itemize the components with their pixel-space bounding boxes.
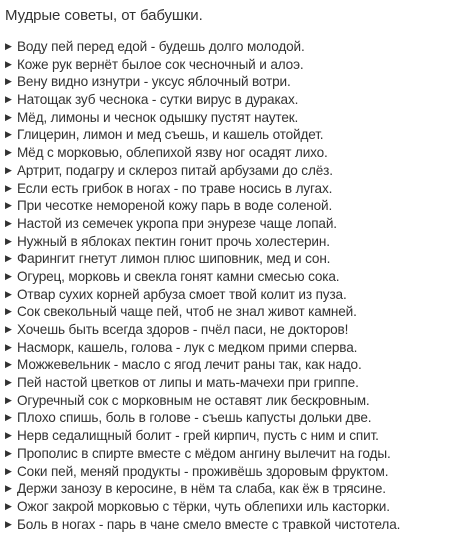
tip-item (4, 409, 456, 427)
tip-item (4, 463, 456, 481)
tip-item (4, 516, 456, 534)
bullet-triangle-icon: ▶ (5, 217, 12, 228)
bullet-triangle-icon: ▶ (5, 483, 12, 494)
bullet-triangle-icon: ▶ (5, 129, 12, 140)
tip-item (4, 498, 456, 516)
tip-item (4, 38, 456, 56)
bullet-triangle-icon: ▶ (5, 111, 12, 122)
tip-text: Держи занозу в керосине, в нём та слаба, как ёж в трясине. (17, 481, 386, 497)
bullet-triangle-icon: ▶ (5, 518, 12, 529)
tip-text: Мёд с морковью, облепихой язву ног осадят лихо. (17, 145, 328, 161)
bullet-triangle-icon: ▶ (5, 182, 12, 193)
tip-text: Сок свекольный чаще пей, чтоб не знал живот камней. (17, 304, 357, 320)
tip-item (4, 162, 456, 180)
tip-item (4, 286, 456, 304)
tip-item (4, 321, 456, 339)
tip-text: Огуречный сок с морковным не оставят лик бескровным. (17, 392, 370, 408)
tip-item (4, 480, 456, 498)
bullet-triangle-icon: ▶ (5, 41, 12, 51)
bullet-triangle-icon: ▶ (5, 341, 12, 352)
tip-text: Отвар сухих корней арбуза смоет твой колит из пуза. (17, 286, 347, 302)
tip-text: Настой из семечек укропа при энурезе чаще лопай. (17, 215, 337, 231)
tip-item (4, 180, 456, 198)
bullet-triangle-icon: ▶ (5, 270, 12, 281)
tip-text: Ожог закрой морковью с тёрки, чуть облепихи иль касторки. (17, 498, 390, 514)
bullet-triangle-icon: ▶ (5, 430, 12, 441)
tip-item (4, 144, 456, 162)
bullet-triangle-icon: ▶ (5, 94, 12, 105)
bullet-triangle-icon: ▶ (5, 324, 12, 334)
tips-list (4, 38, 456, 533)
tip-text: Хочешь быть всегда здоров - пчёл паси, не докторов! (17, 322, 349, 337)
tip-item (4, 392, 456, 410)
tip-item (4, 215, 456, 233)
tip-text: Боль в ногах - парь в чане смело вместе с травкой чистотела. (17, 516, 401, 532)
tip-text: Пей настой цветков от липы и мать-мачехи при гриппе. (17, 375, 359, 391)
bullet-triangle-icon: ▶ (5, 377, 12, 388)
tip-text: Глицерин, лимон и мед съешь, и кашель отойдет. (17, 127, 324, 143)
tip-text: Нерв седалищный болит - грей кирпич, пусть с ним и спит. (17, 428, 379, 444)
tip-text: Фарингит гнетут лимон плюс шиповник, мед и сон. (17, 251, 331, 267)
bullet-triangle-icon: ▶ (5, 359, 12, 370)
tip-text: Огурец, морковь и свекла гонят камни смесью сока. (17, 268, 340, 284)
bullet-triangle-icon: ▶ (5, 235, 12, 246)
tip-item (4, 109, 456, 127)
tip-item (4, 197, 456, 215)
bullet-triangle-icon: ▶ (5, 253, 12, 264)
tip-item (4, 303, 456, 321)
bullet-triangle-icon: ▶ (5, 500, 12, 511)
tip-item (4, 268, 456, 286)
bullet-triangle-icon: ▶ (5, 288, 12, 299)
tip-text: Натощак зуб чеснока - сутки вирус в дураках. (17, 92, 299, 108)
tip-text: Прополис в спирте вместе с мёдом ангину вылечит на годы. (17, 445, 391, 461)
bullet-triangle-icon: ▶ (5, 200, 12, 211)
bullet-triangle-icon: ▶ (5, 465, 12, 476)
tip-text: Мёд, лимоны и чеснок одышку пустят наутек. (17, 109, 299, 125)
tip-text: Воду пей перед едой - будешь долго молодой. (17, 39, 305, 54)
tip-item (4, 233, 456, 251)
tip-text: Насморк, кашель, голова - лук с медком прими сперва. (17, 339, 358, 355)
document-title: Мудрые советы, от бабушки. (5, 7, 203, 24)
tip-item (4, 356, 456, 374)
tip-text: Артрит, подагру и склероз питай арбузами до слёз. (17, 162, 333, 178)
tip-text: Соки пей, меняй продукты - проживёшь здоровым фруктом. (17, 463, 389, 479)
tip-text: Нужный в яблоках пектин гонит прочь холестерин. (17, 233, 330, 249)
bullet-triangle-icon: ▶ (5, 147, 12, 158)
tip-item (4, 374, 456, 392)
tip-item (4, 445, 456, 463)
bullet-triangle-icon: ▶ (5, 412, 12, 423)
tip-item (4, 91, 456, 109)
tip-text: Можжевельник - масло с ягод лечит раны так, как надо. (17, 357, 362, 373)
tip-item (4, 427, 456, 445)
tip-item (4, 126, 456, 144)
tip-text: При чесотке немореной кожу парь в воде соленой. (17, 198, 333, 214)
tip-item (4, 250, 456, 268)
tip-item (4, 339, 456, 357)
tip-text: Вену видно изнутри - уксус яблочный вотри. (17, 74, 291, 90)
bullet-triangle-icon: ▶ (5, 58, 12, 69)
bullet-triangle-icon: ▶ (5, 164, 12, 175)
tip-text: Если есть грибок в ногах - по траве носись в лугах. (17, 180, 333, 196)
tip-item (4, 56, 456, 74)
bullet-triangle-icon: ▶ (5, 447, 12, 458)
tip-text: Плохо спишь, боль в голове - съешь капусты дольки две. (17, 410, 372, 426)
bullet-triangle-icon: ▶ (5, 306, 12, 317)
bullet-triangle-icon: ▶ (5, 394, 12, 405)
tip-item (4, 73, 456, 91)
bullet-triangle-icon: ▶ (5, 76, 12, 87)
tip-text: Коже рук вернёт былое сок чесночный и алоэ. (17, 56, 304, 72)
